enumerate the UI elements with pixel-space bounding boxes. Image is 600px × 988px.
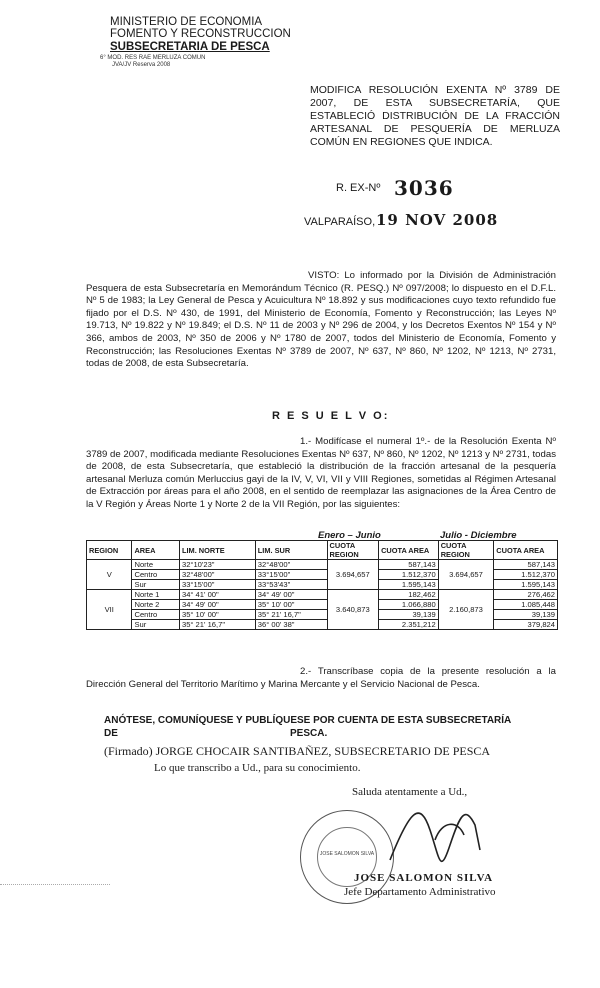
document-ref: 6° MOD. RES RAE MERLUZA COMUN xyxy=(100,55,206,61)
region-quota-cell: 3.694,657 xyxy=(327,560,379,590)
area-quota-cell: 1.595,143 xyxy=(494,580,558,590)
quota-table xyxy=(86,540,558,630)
handwritten-signature xyxy=(380,790,490,880)
area-cell: Sur xyxy=(132,620,180,630)
area-cell: Sur xyxy=(132,580,180,590)
lim-norte-cell: 34° 49' 00" xyxy=(179,600,255,610)
table-header: CUOTA REGION xyxy=(438,541,494,560)
table-header: CUOTA AREA xyxy=(379,541,439,560)
date-stamp: 19 NOV 2008 xyxy=(376,211,499,229)
place-label: VALPARAÍSO, xyxy=(304,216,376,228)
lim-sur-cell: 32°48'00" xyxy=(255,560,327,570)
table-header: REGION xyxy=(87,541,132,560)
rex-number: 3036 xyxy=(394,176,454,200)
area-quota-cell: 587,143 xyxy=(379,560,439,570)
lim-sur-cell: 33°15'00" xyxy=(255,570,327,580)
lim-norte-cell: 32°48'00" xyxy=(179,570,255,580)
region-quota-cell: 3.640,873 xyxy=(327,590,379,630)
area-cell: Centro xyxy=(132,610,180,620)
resuelvo-heading: R E S U E L V O: xyxy=(272,410,390,422)
period-1-label: Enero – Junio xyxy=(318,530,381,541)
area-quota-cell: 1.085,448 xyxy=(494,600,558,610)
region-cell: VII xyxy=(87,590,132,630)
area-quota-cell: 1.512,370 xyxy=(379,570,439,580)
area-quota-cell: 2.351,212 xyxy=(379,620,439,630)
article-1-paragraph: 1.- Modifícase el numeral 1º.- de la Resolución Exenta Nº 3789 de 2007, modificada mediante Resoluciones Exentas Nº 637, Nº 860, Nº 1202, Nº 1213 y Nº 2731, todas de 2008, de esta Subsecretaría, que estableció la distribución de la fracción artesanal de la pesquería artesanal Merluza común Merluccius gayi de la IV, V, VI, VII y VIII Regiones, sometidas al Régimen Artesanal de Extracción por áreas para el año 2008, en el sentido de reemplazar las asignaciones de la Área Centro de la V Región y Áreas Norte 1 y Norte 2 de la VII Región, por las siguientes: xyxy=(86,436,556,510)
table-header: LIM. SUR xyxy=(255,541,327,560)
area-quota-cell: 39,139 xyxy=(379,610,439,620)
table-header: LIM. NORTE xyxy=(179,541,255,560)
seal-text: JOSE SALOMON SILVA xyxy=(319,851,375,857)
area-quota-cell: 1.512,370 xyxy=(494,570,558,580)
lim-sur-cell: 36° 00' 38" xyxy=(255,620,327,630)
ministry-name: MINISTERIO DE ECONOMIA xyxy=(110,16,263,28)
area-cell: Norte xyxy=(132,560,180,570)
lim-sur-cell: 35° 21' 16,7" xyxy=(255,610,327,620)
table-header-row xyxy=(87,541,558,560)
area-quota-cell: 379,824 xyxy=(494,620,558,630)
article-2-paragraph: 2.- Transcríbase copia de la presente resolución a la Dirección General del Territorio Marítimo y Marina Mercante y el Servicio Nacional de Pesca. xyxy=(86,666,556,690)
divider xyxy=(0,884,110,885)
area-cell: Norte 2 xyxy=(132,600,180,610)
region-cell: V xyxy=(87,560,132,590)
table-header: CUOTA REGION xyxy=(327,541,379,560)
region-quota-cell: 2.160,873 xyxy=(438,590,494,630)
document-ref-2: JVA/JV Reserva 2008 xyxy=(112,62,171,68)
area-cell: Centro xyxy=(132,570,180,580)
ministry-subname: FOMENTO Y RECONSTRUCCION xyxy=(110,28,291,40)
rex-label: R. EX-Nº xyxy=(336,182,381,194)
lim-norte-cell: 32°10'23" xyxy=(179,560,255,570)
area-quota-cell: 39,139 xyxy=(494,610,558,620)
lim-sur-cell: 35° 10' 00" xyxy=(255,600,327,610)
transcription-line: Lo que transcribo a Ud., para su conocimiento. xyxy=(154,762,361,774)
lim-norte-cell: 35° 21' 16,7" xyxy=(179,620,255,630)
period-2-label: Julio - Diciembre xyxy=(440,530,517,541)
resolution-title: MODIFICA RESOLUCIÓN EXENTA Nº 3789 DE 2007, DE ESTA SUBSECRETARÍA, QUE ESTABLECIÓ DISTRIBUCIÓN DE LA FRACCIÓN ARTESANAL DE PESQUERÍA DE MERLUZA COMÚN EN REGIONES QUE INDICA. xyxy=(310,84,560,148)
table-row xyxy=(87,590,558,600)
area-quota-cell: 1.066,880 xyxy=(379,600,439,610)
subsecretaria-name: SUBSECRETARIA DE PESCA xyxy=(110,41,270,53)
area-quota-cell: 276,462 xyxy=(494,590,558,600)
signed-by-line: (Firmado) JORGE CHOCAIR SANTIBAÑEZ, SUBSECRETARIO DE PESCA xyxy=(104,744,491,758)
lim-sur-cell: 33°53'43" xyxy=(255,580,327,590)
lim-sur-cell: 34° 49' 00" xyxy=(255,590,327,600)
lim-norte-cell: 34° 41' 00" xyxy=(179,590,255,600)
table-header: AREA xyxy=(132,541,180,560)
area-cell: Norte 1 xyxy=(132,590,180,600)
greeting-line: Saluda atentamente a Ud., xyxy=(352,786,468,798)
closing-anotese-cont: PESCA. xyxy=(290,728,328,739)
closing-anotese: ANÓTESE, COMUNÍQUESE Y PUBLÍQUESE POR CUENTA DE ESTA SUBSECRETARÍA DE xyxy=(104,715,511,739)
lim-norte-cell: 33°15'00" xyxy=(179,580,255,590)
signer-name: JOSE SALOMON SILVA xyxy=(354,872,494,884)
area-quota-cell: 587,143 xyxy=(494,560,558,570)
area-quota-cell: 1.595,143 xyxy=(379,580,439,590)
table-row xyxy=(87,560,558,570)
visto-paragraph: VISTO: Lo informado por la División de Administración Pesquera de esta Subsecretaría en Memorándum Técnico (R. PESQ.) Nº 097/2008; lo dispuesto en el D.F.L. Nº 5 de 1983; la Ley General de Pesca y Acuicultura Nº 18.892 y sus modificaciones cuyo texto refundido fue fijado por el D.S. Nº 430, de 1991, del Ministerio de Economía, Fomento y Reconstrucción; las Leyes Nº 19.713, Nº 19.822 y Nº 19.849; el D.S. Nº 11 de 2003 y Nº 296 de 2004, y los Decretos Exentos Nº 154 y Nº 366, ambos de 2003, Nº 350 de 2006 y Nº 1780 de 2007, todos del Ministerio de Economía, Fomento y Reconstrucción; las Resoluciones Exentas Nº 3789 de 2007, Nº 637, Nº 860, Nº 1202, Nº 1213, Nº 2731, todas de 2008, de esta Subsecretaría. xyxy=(86,270,556,370)
lim-norte-cell: 35° 10' 00" xyxy=(179,610,255,620)
signer-title: Jefe Departamento Administrativo xyxy=(344,886,496,898)
table-header: CUOTA AREA xyxy=(494,541,558,560)
region-quota-cell: 3.694,657 xyxy=(438,560,494,590)
area-quota-cell: 182,462 xyxy=(379,590,439,600)
